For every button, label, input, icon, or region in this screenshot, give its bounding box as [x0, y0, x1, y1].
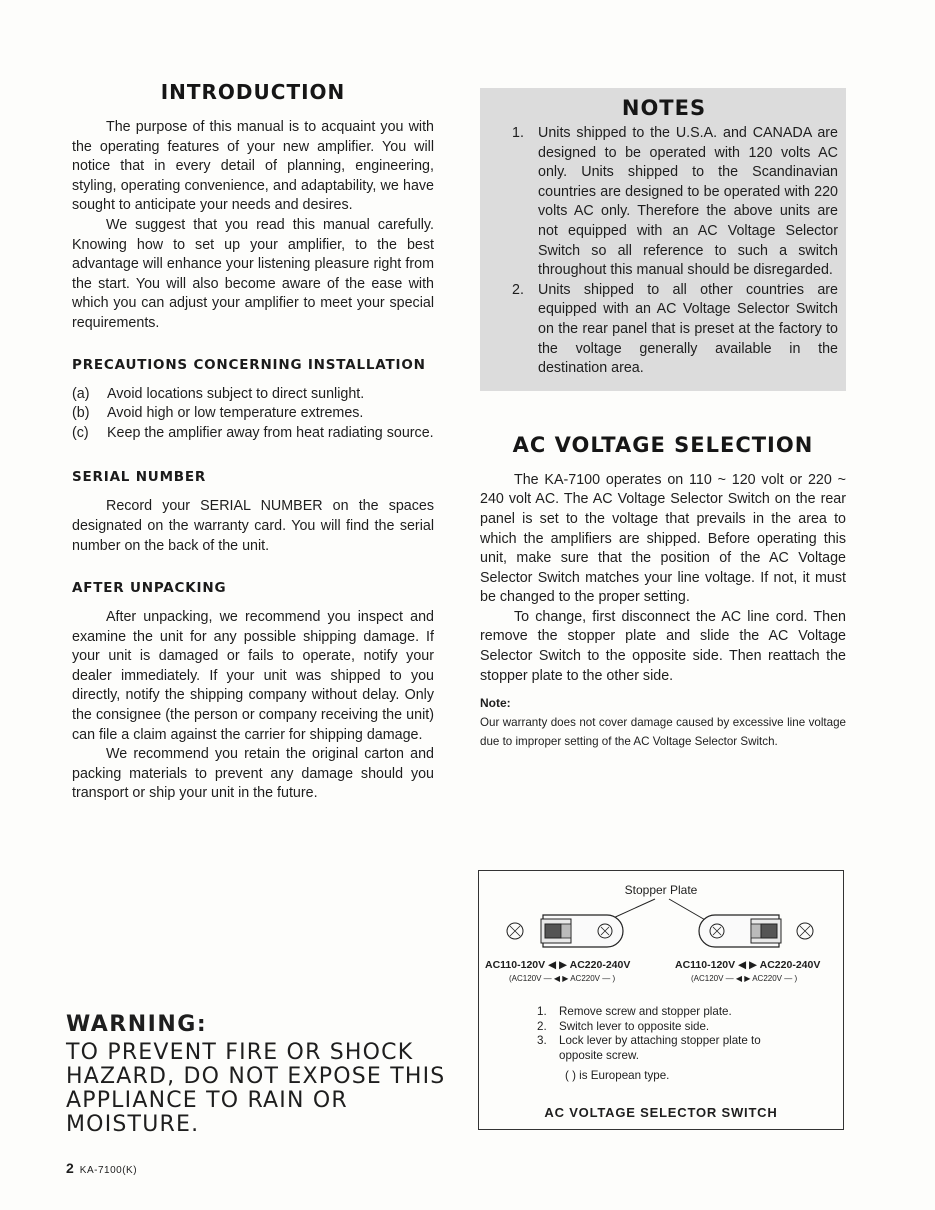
diagram-steps-list	[537, 1005, 787, 1063]
introduction-paragraph-2: We suggest that you read this manual carefully. Knowing how to set up your amplifier, to the best advantage will enhance your listening pleasure right from the start. You will also become aware of the ease with which you can adjust your amplifier to meet your special requirements.	[72, 216, 434, 331]
note-item	[490, 281, 838, 379]
ac-voltage-note-text: Our warranty does not cover damage caused by excessive line voltage due to improper setting of the AC Voltage Selector Switch.	[480, 716, 846, 749]
switch-lever-left	[545, 924, 561, 938]
ac-voltage-note-label: Note:	[480, 696, 511, 711]
precaution-marker: (a)	[72, 385, 90, 402]
note-item	[490, 124, 838, 281]
note-text: Units shipped to all other countries are equipped with an AC Voltage Selector Switch on the rear panel that is preset at the factory to the voltage generally available in the destination area.	[538, 281, 838, 377]
note-marker: 2.	[512, 281, 524, 298]
after-unpacking-title: AFTER UNPACKING	[72, 580, 227, 597]
introduction-title: INTRODUCTION	[160, 80, 346, 104]
precaution-item	[72, 424, 434, 444]
diagram-step-marker: 3.	[537, 1034, 547, 1048]
notes-list	[490, 124, 838, 379]
diagram-step-marker: 2.	[537, 1019, 547, 1033]
right-switch-assembly	[699, 915, 813, 947]
precaution-text: Avoid locations subject to direct sunlight.	[107, 385, 365, 402]
ac-voltage-selection-title: AC VOLTAGE SELECTION	[512, 432, 814, 457]
switch-lever-right	[761, 924, 777, 938]
page-footer	[66, 1160, 137, 1176]
precaution-text: Avoid high or low temperature extremes.	[107, 405, 364, 422]
ac-voltage-paragraph-1: The KA-7100 operates on 110 ~ 120 volt or 220 ~ 240 volt AC. The AC Voltage Selector Switch on the rear panel is set to the voltage that prevails in the area to which the amplifiers are shipped. Before operating this unit, make sure that the position of the AC Voltage Selector Switch matches your line voltage. If not, it must be changed to the proper setting.	[480, 471, 846, 606]
note-text: Units shipped to the U.S.A. and CANADA are designed to be operated with 120 volts AC only. Units shipped to the Scandinavian countries are designed to be operated with 220 volts AC only. Therefore the above units are not equipped with an AC Voltage Selector Switch so all reference to such a switch throughout this manual should be disregarded.	[538, 125, 838, 279]
diagram-step-text: Switch lever to opposite side.	[559, 1019, 710, 1033]
screw-cross-icon	[510, 926, 520, 936]
right-column	[480, 88, 846, 751]
stopper-callout-line-right	[669, 899, 707, 921]
note-marker: 1.	[512, 125, 524, 141]
precaution-marker: (b)	[72, 405, 90, 422]
warning-text: TO PREVENT FIRE OR SHOCK HAZARD, DO NOT EXPOSE THIS APPLIANCE TO RAIN OR MOISTURE.	[66, 1040, 446, 1137]
screw-cross-icon	[800, 926, 810, 936]
stopper-callout-line-left	[611, 899, 655, 919]
diagram-step	[537, 1034, 787, 1063]
switch-slot-left	[561, 924, 571, 938]
right-voltage-european-label: (AC120V — ◀ ▶ AC220V — )	[691, 974, 798, 983]
right-voltage-label: AC110-120V ◀ ▶ AC220-240V	[675, 959, 821, 971]
diagram-step-text: Remove screw and stopper plate.	[559, 1005, 732, 1018]
precaution-item	[72, 385, 434, 405]
diagram-title: AC VOLTAGE SELECTOR SWITCH	[544, 1105, 778, 1120]
european-type-note: ( ) is European type.	[565, 1069, 670, 1082]
warning-block	[66, 1012, 446, 1137]
precautions-list	[72, 385, 434, 444]
diagram-step	[537, 1005, 787, 1020]
left-column	[72, 80, 434, 804]
diagram-step-text: Lock lever by attaching stopper plate to opposite screw.	[559, 1034, 761, 1062]
precaution-item	[72, 404, 434, 424]
serial-number-title: SERIAL NUMBER	[72, 469, 207, 486]
after-unpacking-paragraph-2: We recommend you retain the original carton and packing materials to prevent any damage should you transport or ship your unit in the future.	[72, 746, 434, 802]
model-number: KA-7100(K)	[79, 1165, 138, 1176]
stopper-plate-label: Stopper Plate	[624, 883, 698, 897]
left-switch-assembly	[507, 915, 623, 947]
after-unpacking-paragraph-1: After unpacking, we recommend you inspect and examine the unit for any possible shipping damage. If your unit is damaged or fails to operate, notify your dealer immediately. If your unit was shipped to you directly, notify the shipping company without delay. Only the consignee (the person or company receiving the unit) can file a claim against the carrier for shipping damage.	[72, 609, 434, 743]
diagram-step	[537, 1020, 787, 1035]
notes-box	[480, 88, 846, 391]
switch-slot-right	[751, 924, 761, 938]
left-voltage-label: AC110-120V ◀ ▶ AC220-240V	[485, 959, 631, 971]
ac-voltage-paragraph-2: To change, first disconnect the AC line cord. Then remove the stopper plate and slide the AC Voltage Selector Switch to the opposite side. Then reattach the stopper plate to the other side.	[480, 608, 846, 684]
precaution-marker: (c)	[72, 424, 89, 441]
notes-title: NOTES	[621, 96, 707, 120]
precaution-text: Keep the amplifier away from heat radiating source.	[107, 424, 434, 441]
diagram-step-marker: 1.	[537, 1005, 547, 1018]
left-voltage-european-label: (AC120V — ◀ ▶ AC220V — )	[509, 974, 616, 983]
ac-voltage-selector-diagram	[478, 870, 844, 1130]
precautions-title: PRECAUTIONS CONCERNING INSTALLATION	[72, 356, 426, 373]
serial-number-text: Record your SERIAL NUMBER on the spaces designated on the warranty card. You will find the serial number on the back of the unit.	[72, 498, 434, 554]
page-number: 2	[66, 1160, 74, 1176]
selector-switch-illustration	[479, 871, 843, 1129]
warning-title: WARNING:	[66, 1012, 208, 1037]
introduction-paragraph-1: The purpose of this manual is to acquaint you with the operating features of your new amplifier. You will notice that in every detail of planning, engineering, styling, operating convenience, and adaptability, we have sought to anticipate your needs and desires.	[72, 119, 434, 214]
